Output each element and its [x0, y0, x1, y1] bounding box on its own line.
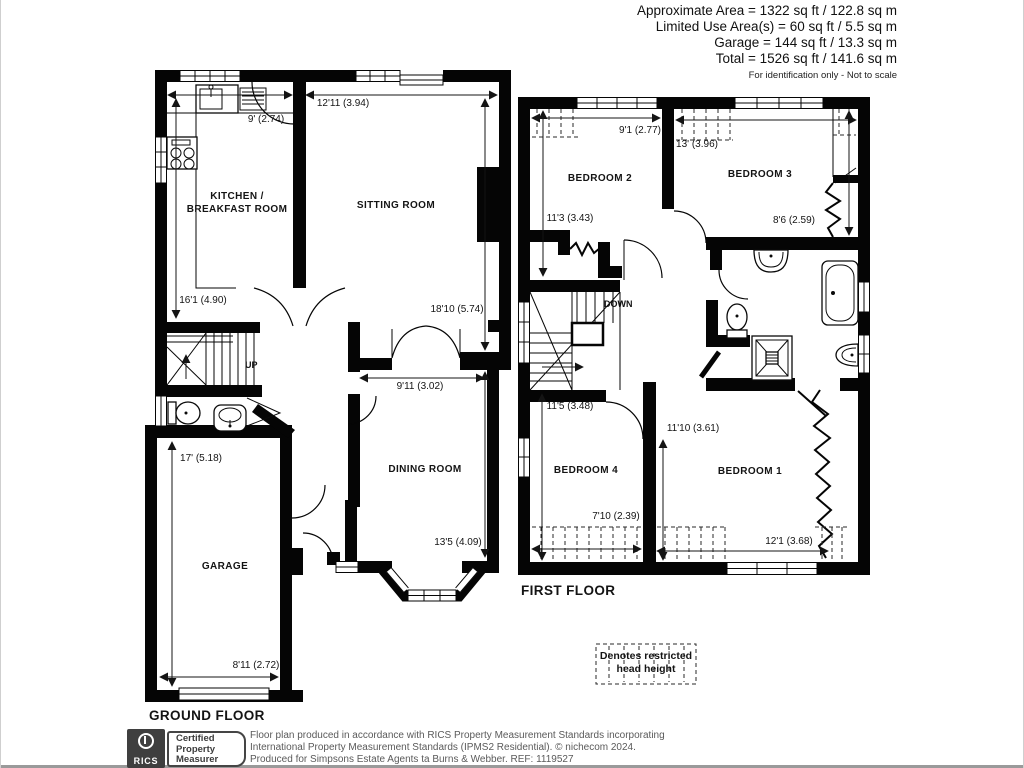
basin-icon	[836, 344, 858, 366]
area-line: Approximate Area = 1322 sq ft / 122.8 sq m	[636, 3, 897, 18]
area-line: Limited Use Area(s) = 60 sq ft / 5.5 sq m	[655, 19, 897, 34]
room-label-bed3: BEDROOM 3	[727, 169, 793, 180]
room-label-kitchen-line2: BREAKFAST ROOM	[186, 204, 288, 215]
rics-logo	[127, 729, 165, 768]
footer-disclaimer	[250, 730, 665, 766]
gf-walls	[145, 70, 511, 702]
dim-garage-depth: 17' (5.18)	[180, 453, 222, 464]
area-line: Garage = 144 sq ft / 13.3 sq m	[714, 35, 897, 50]
dim-sitting-width: 12'11 (3.94)	[316, 98, 370, 109]
badge-line2: Property	[176, 743, 216, 755]
footer-line3: Produced for Simpsons Estate Agents ta Burns & Webber. REF: 1119527	[250, 754, 574, 765]
dim-bed2-depth: 11'3 (3.43)	[546, 213, 594, 224]
badge-line3: Measurer	[176, 754, 219, 765]
room-label-dining: DINING ROOM	[388, 464, 462, 475]
room-label-kitchen	[187, 190, 288, 216]
dim-bed2-width: 9'1 (2.77)	[619, 125, 661, 136]
first-floor-title: FIRST FLOOR	[521, 583, 616, 598]
room-label-bed1: BEDROOM 1	[717, 466, 783, 477]
dim-bed1-width: 12'1 (3.68)	[765, 536, 813, 547]
stair-label-up: UP	[245, 360, 258, 370]
dim-dining-width: 9'11 (3.02)	[396, 381, 444, 392]
ground-floor-title: GROUND FLOOR	[149, 708, 265, 723]
room-label-garage: GARAGE	[201, 561, 249, 572]
footer-line1: Floor plan produced in accordance with RICS Property Measurement Standards incorporating	[250, 730, 665, 741]
ff-bathroom-fixtures	[727, 250, 858, 380]
toilet-icon	[168, 402, 176, 424]
dim-bed4-width: 7'10 (2.39)	[592, 511, 640, 522]
area-line: Total = 1526 sq ft / 141.6 sq m	[715, 51, 897, 66]
legend-line1: Denotes restricted	[599, 650, 693, 662]
legend-line2: head height	[616, 663, 676, 675]
area-summary	[637, 3, 897, 82]
gf-stairs	[167, 333, 254, 385]
disclaimer: For identification only - Not to scale	[748, 70, 897, 81]
room-label-kitchen-line1: KITCHEN /	[210, 191, 264, 202]
room-label-bed2: BEDROOM 2	[567, 173, 633, 184]
dim-bed3-width: 13' (3.96)	[676, 139, 718, 150]
room-label-sitting: SITTING ROOM	[356, 200, 436, 211]
rics-wordmark: RICS	[133, 756, 159, 766]
footer-line2: International Property Measurement Standards (IPMS2 Residential). © nichecom 2024.	[250, 742, 636, 753]
badge-line1: Certified	[176, 733, 215, 744]
dim-bed1-depth: 11'10 (3.61)	[666, 423, 720, 434]
dim-dining-depth: 13'5 (4.09)	[434, 537, 482, 548]
room-label-bed4: BEDROOM 4	[553, 465, 619, 476]
legend-text	[600, 650, 692, 676]
first-floor-plan	[518, 97, 870, 575]
rics-lyre-icon	[138, 733, 154, 749]
dim-sitting-depth: 18'10 (5.74)	[430, 304, 484, 315]
certified-measurer-badge	[167, 731, 246, 767]
dim-bed3-depth: 8'6 (2.59)	[773, 215, 815, 226]
ground-floor-plan	[145, 70, 511, 702]
stair-landing	[572, 323, 603, 345]
dim-kitchen-depth: 16'1 (4.90)	[179, 295, 227, 306]
dim-kitchen-width: 9' (2.74)	[247, 114, 285, 125]
stair-label-down: DOWN	[604, 299, 633, 309]
dim-garage-width: 8'11 (2.72)	[232, 660, 280, 671]
dim-bed4-depth: 11'5 (3.48)	[546, 401, 594, 412]
